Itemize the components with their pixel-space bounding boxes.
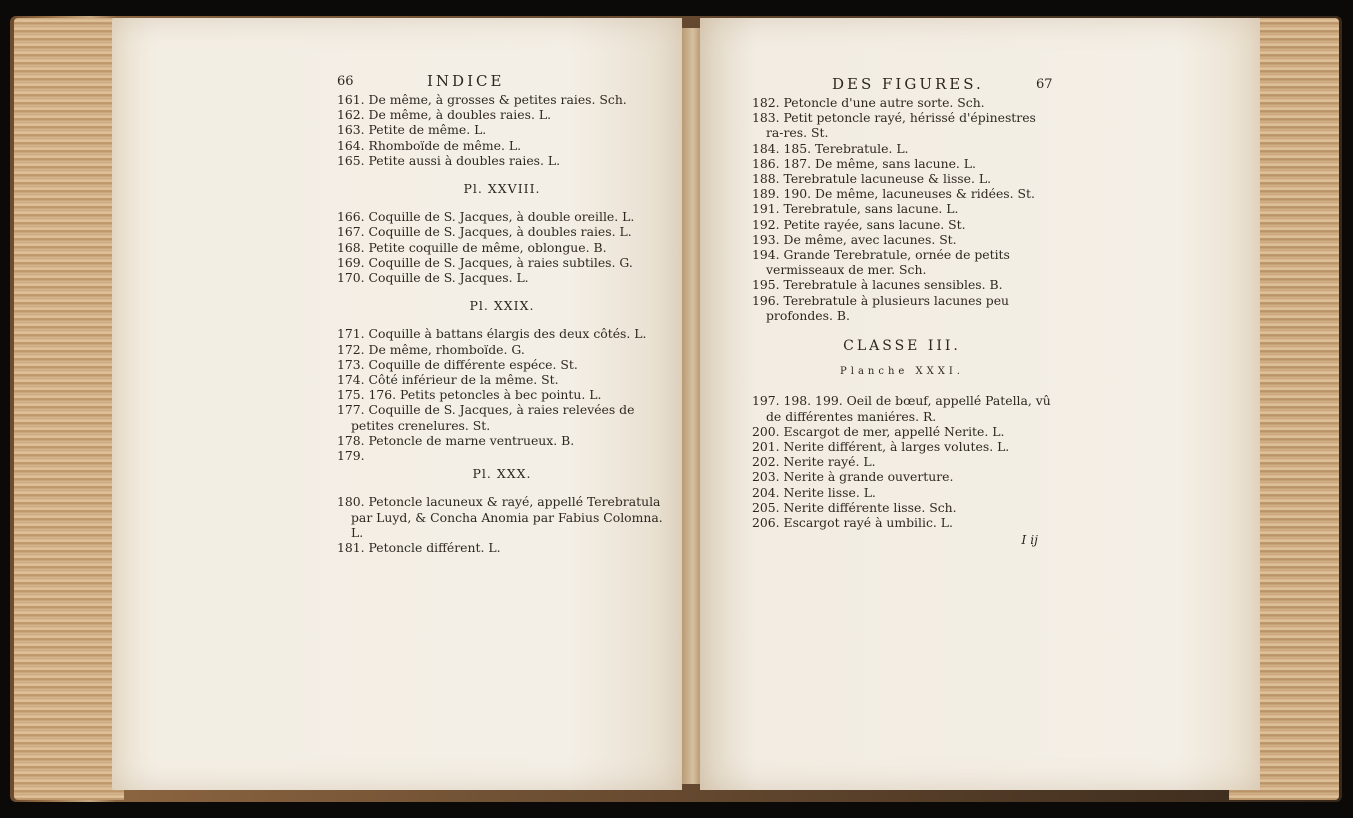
list-item: 164. Rhomboïde de même. L. (337, 137, 522, 153)
plate-heading: Pl. XXIX. (469, 298, 535, 314)
list-item: 189. 190. De même, lacuneuses & ridées. St. (752, 186, 1035, 202)
list-item: 196. Terebratule à plusieurs lacunes peu profondes. B. (752, 292, 1010, 323)
list-item: 183. Petit petoncle rayé, hérissé d'épinestres ra-res. St. (752, 110, 1036, 141)
left-page-edges (14, 18, 124, 800)
right-head-title: DES FIGURES. (832, 75, 984, 93)
list-item: 170. Coquille de S. Jacques. L. (337, 270, 529, 286)
list-item: 206. Escargot rayé à umbilic. L. (752, 515, 953, 531)
list-item: 166. Coquille de S. Jacques, à double oreille. L. (337, 209, 635, 225)
list-item: 205. Nerite différente lisse. Sch. (752, 499, 957, 515)
list-item: 195. Terebratule à lacunes sensibles. B. (752, 277, 1003, 293)
list-item: 202. Nerite rayé. L. (752, 454, 876, 470)
list-item: 186. 187. De même, sans lacune. L. (752, 155, 976, 171)
list-item: 161. De même, à grosses & petites raies. Sch. (337, 92, 627, 107)
plate-heading: Pl. XXX. (472, 466, 532, 482)
left-page-number: 66 (337, 74, 354, 89)
list-item: 181. Petoncle différent. L. (337, 540, 501, 556)
class-heading: CLASSE III. (843, 338, 961, 355)
list-item: 171. Coquille à battans élargis des deux côtés. L. (337, 326, 647, 342)
list-item: 172. De même, rhomboïde. G. (337, 341, 525, 357)
right-running-head (752, 77, 1052, 95)
list-item: 182. Petoncle d'une autre sorte. Sch. (752, 95, 985, 110)
list-item: 184. 185. Terebratule. L. (752, 140, 909, 156)
left-head-title: INDICE (427, 72, 505, 90)
plate-heading: Pl. XXVIII. (463, 181, 541, 197)
list-item: 174. Côté inférieur de la même. St. (337, 372, 559, 388)
list-item: 197. 198. 199. Oeil de bœuf, appellé Patella, vû de différentes maniéres. R. (752, 393, 1051, 424)
list-item: 180. Petoncle lacuneux & rayé, appellé Terebratula par Luyd, & Concha Anomia par Fabius Colomna. L. (337, 494, 663, 540)
list-item: 177. Coquille de S. Jacques, à raies relevées de petites crenelures. St. (337, 402, 635, 433)
left-page-text (337, 74, 667, 555)
list-item: 173. Coquille de différente espéce. St. (337, 356, 578, 372)
list-item: 168. Petite coquille de même, oblongue. B. (337, 239, 607, 255)
list-item: 200. Escargot de mer, appellé Nerite. L. (752, 423, 1005, 439)
list-item: 188. Terebratule lacuneuse & lisse. L. (752, 171, 992, 187)
list-item: 169. Coquille de S. Jacques, à raies subtiles. G. (337, 254, 633, 270)
planche-heading: Planche XXXI. (840, 366, 964, 378)
right-page-number: 67 (1036, 77, 1053, 92)
signature-mark: I ij (1021, 532, 1038, 548)
right-page-text (752, 77, 1052, 547)
list-item: 204. Nerite lisse. L. (752, 484, 876, 500)
left-running-head (337, 74, 667, 92)
list-item: 178. Petoncle de marne ventrueux. B. (337, 432, 575, 448)
list-item: 167. Coquille de S. Jacques, à doubles raies. L. (337, 224, 632, 240)
list-item: 165. Petite aussi à doubles raies. L. (337, 152, 561, 168)
list-item: 179. (337, 448, 365, 464)
list-item: 194. Grande Terebratule, ornée de petits vermisseaux de mer. Sch. (752, 247, 1010, 278)
list-item: 163. Petite de même. L. (337, 122, 487, 138)
list-item: 193. De même, avec lacunes. St. (752, 231, 957, 247)
list-item: 201. Nerite différent, à larges volutes. L. (752, 439, 1010, 455)
list-item: 162. De même, à doubles raies. L. (337, 107, 552, 123)
list-item: 203. Nerite à grande ouverture. (752, 469, 954, 485)
list-item: 175. 176. Petits petoncles à bec pointu. L. (337, 387, 602, 403)
list-item: 192. Petite rayée, sans lacune. St. (752, 216, 966, 232)
list-item: 191. Terebratule, sans lacune. L. (752, 201, 959, 217)
